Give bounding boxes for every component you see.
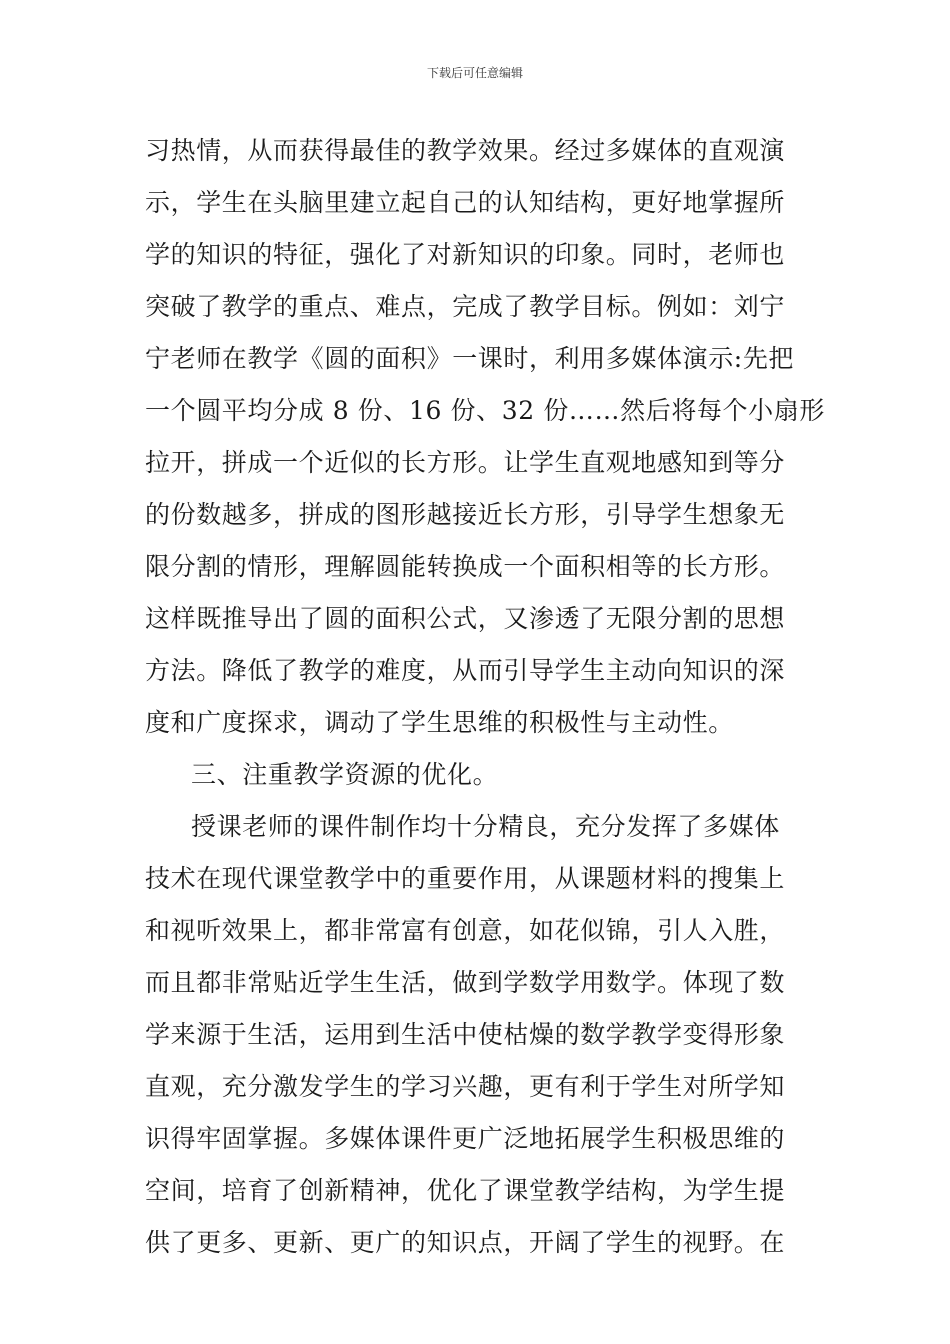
paragraph-line: 一个圆平均分成 8 份、16 份、32 份……然后将每个小扇形 — [145, 396, 825, 425]
paragraph-line: 限分割的情形，理解圆能转换成一个面积相等的长方形。 — [145, 552, 786, 581]
paragraph-line: 技术在现代课堂教学中的重要作用，从课题材料的搜集上 — [145, 864, 786, 893]
paragraph-line: 和视听效果上，都非常富有创意，如花似锦，引人入胜， — [145, 916, 786, 945]
paragraph-line: 空间，培育了创新精神，优化了课堂教学结构，为学生提 — [145, 1176, 786, 1205]
paragraph-line: 度和广度探求，调动了学生思维的积极性与主动性。 — [145, 708, 734, 737]
paragraph-line: 授课老师的课件制作均十分精良，充分发挥了多媒体 — [191, 812, 780, 841]
page-header: 下载后可任意编辑 — [426, 66, 523, 80]
document-body — [145, 131, 825, 1275]
paragraph-line: 的份数越多，拼成的图形越接近长方形，引导学生想象无 — [145, 500, 786, 529]
paragraph-line: 这样既推导出了圆的面积公式，又渗透了无限分割的思想 — [145, 604, 786, 633]
paragraph-line: 拉开，拼成一个近似的长方形。让学生直观地感知到等分 — [145, 448, 786, 477]
paragraph-line: 示，学生在头脑里建立起自己的认知结构，更好地掌握所 — [145, 188, 786, 217]
paragraph-line: 习热情，从而获得最佳的教学效果。经过多媒体的直观演 — [145, 136, 786, 165]
paragraph-line: 直观，充分激发学生的学习兴趣，更有利于学生对所学知 — [145, 1072, 786, 1101]
paragraph-line: 学来源于生活，运用到生活中使枯燥的数学教学变得形象 — [145, 1020, 786, 1049]
paragraph-line: 突破了教学的重点、难点，完成了教学目标。例如：刘宁 — [145, 292, 786, 321]
section-heading: 三、注重教学资源的优化。 — [191, 760, 499, 789]
paragraph-line: 宁老师在教学《圆的面积》一课时，利用多媒体演示:先把 — [145, 344, 795, 373]
paragraph-line: 识得牢固掌握。多媒体课件更广泛地拓展学生积极思维的 — [145, 1124, 786, 1153]
paragraph-line: 学的知识的特征，强化了对新知识的印象。同时，老师也 — [145, 240, 786, 269]
paragraph-line: 供了更多、更新、更广的知识点，开阔了学生的视野。在 — [145, 1228, 786, 1257]
paragraph-line: 而且都非常贴近学生生活，做到学数学用数学。体现了数 — [145, 968, 786, 997]
paragraph-line: 方法。降低了教学的难度，从而引导学生主动向知识的深 — [145, 656, 786, 685]
